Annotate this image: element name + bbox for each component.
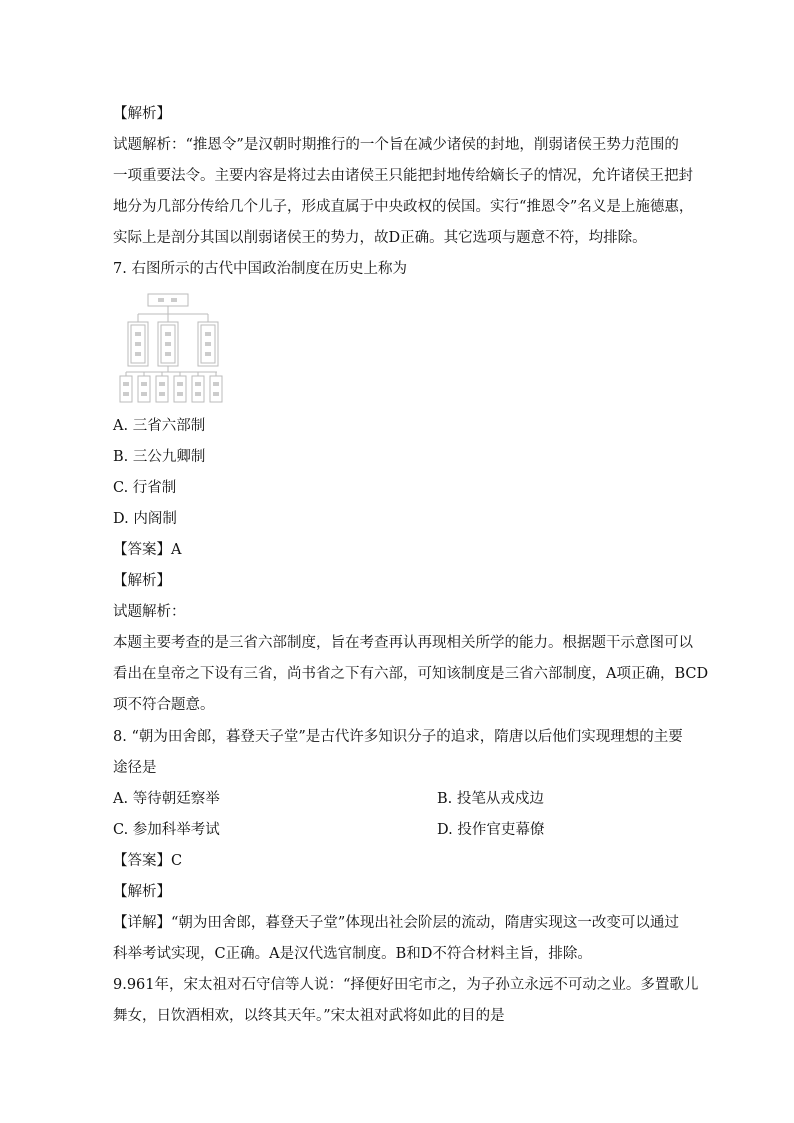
q7-analysis-text-line: 项不符合题意。 [113, 697, 215, 713]
q8-analysis-text-line: 科举考试实现，C正确。A是汉代选官制度。B和D不符合材料主旨，排除。 [113, 946, 592, 962]
question-8-stem: 8. “朝为田舍郎，暮登天子堂”是古代许多知识分子的追求，隋唐以后他们实现理想的主要 [113, 729, 683, 745]
q7-option-d: D. 内阁制 [113, 511, 177, 527]
question-9-stem: 舞女，日饮酒相欢，以终其天年。”宋太祖对武将如此的目的是 [113, 1008, 505, 1024]
q8-option-a: A. 等待朝廷察举 [113, 791, 220, 807]
q7-analysis-text-line: 本题主要考查的是三省六部制度，旨在考查再认再现相关所学的能力。根据题干示意图可以 [113, 635, 693, 651]
q8-analysis-heading: 【解析】 [113, 884, 171, 900]
q8-option-b: B. 投笔从戎戍边 [437, 791, 544, 807]
analysis-text-line: 一项重要法令。主要内容是将过去由诸侯王只能把封地传给嫡长子的情况，允许诸侯王把封 [113, 168, 693, 184]
q7-option-b: B. 三公九卿制 [113, 449, 206, 465]
q7-analysis-heading: 【解析】 [113, 573, 171, 589]
question-9-stem: 9.961年，宋太祖对石守信等人说：“择便好田宅市之，为子孙立永远不可动之业。多置歌儿 [113, 977, 699, 993]
analysis-text-line: 地分为几部分传给几个儿子，形成直属于中央政权的侯国。实行“推恩令”名义是上施德惠， [113, 199, 694, 215]
q7-option-c: C. 行省制 [113, 480, 177, 496]
question-7-stem: 7. 右图所示的古代中国政治制度在历史上称为 [113, 261, 407, 277]
analysis-heading: 【解析】 [113, 106, 171, 122]
q7-option-a: A. 三省六部制 [113, 418, 206, 434]
q7-answer: 【答案】A [113, 542, 182, 558]
question-8-stem: 途径是 [113, 760, 157, 776]
q8-analysis-text-line: 【详解】“朝为田舍郎，暮登天子堂”体现出社会阶层的流动，隋唐实现这一改变可以通过 [113, 915, 679, 931]
analysis-text-line: 试题解析：“推恩令”是汉朝时期推行的一个旨在减少诸侯的封地，削弱诸侯王势力范围的 [113, 137, 679, 153]
q8-option-d: D. 投作官吏幕僚 [437, 822, 545, 838]
analysis-text-line: 实际上是剖分其国以削弱诸侯王的势力，故D正确。其它选项与题意不符，均排除。 [113, 230, 647, 246]
three-departments-diagram [113, 292, 225, 404]
q7-analysis-text-line: 看出在皇帝之下设有三省，尚书省之下有六部，可知该制度是三省六部制度，A项正确，BCD [113, 666, 709, 682]
q8-option-c: C. 参加科举考试 [113, 822, 220, 838]
q7-analysis-text-line: 试题解析： [113, 604, 186, 620]
q8-answer: 【答案】C [113, 853, 183, 869]
